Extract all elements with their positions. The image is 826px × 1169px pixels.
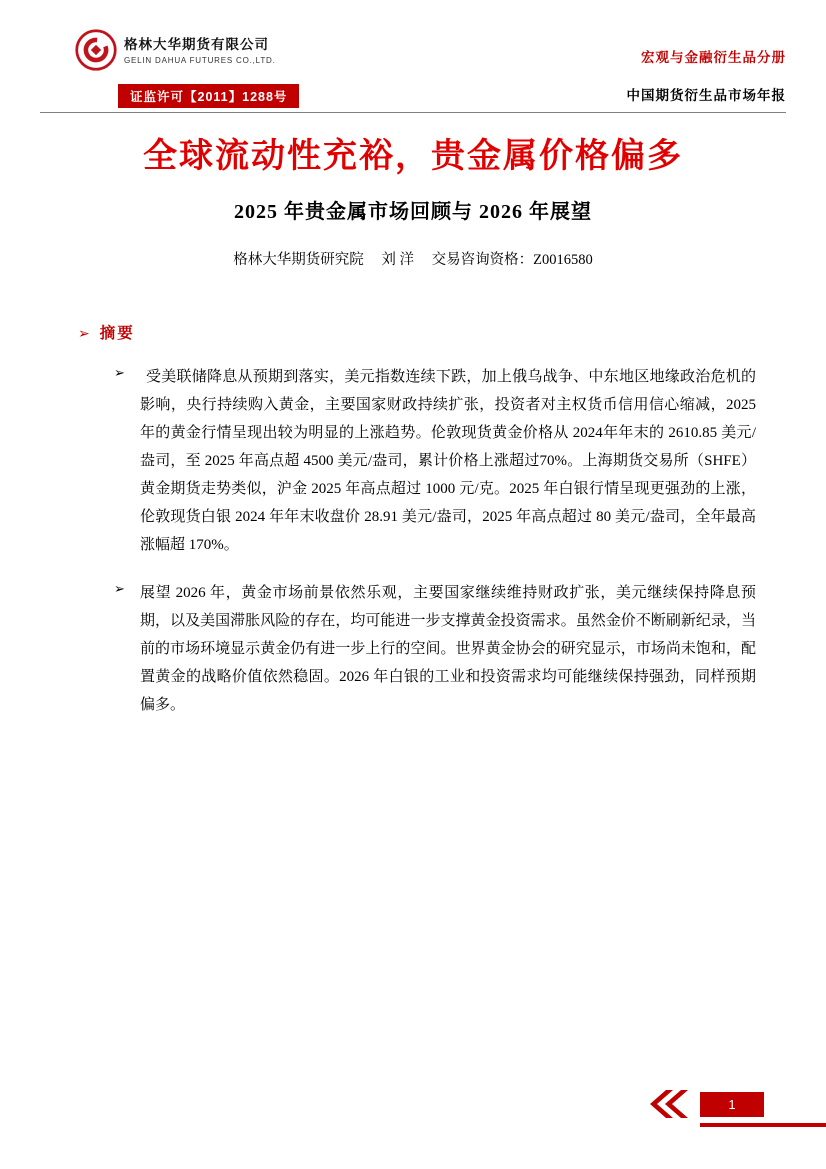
summary-heading bbox=[78, 321, 756, 343]
summary-bullet bbox=[78, 579, 756, 719]
bullet-arrow-icon: ➢ bbox=[114, 582, 125, 597]
footer-rule bbox=[700, 1123, 826, 1127]
page-number-badge bbox=[700, 1092, 764, 1117]
page-header bbox=[0, 0, 826, 122]
byline bbox=[0, 248, 826, 269]
page-footer bbox=[0, 1089, 826, 1169]
double-chevron-left-icon bbox=[644, 1089, 688, 1119]
series-label: 宏观与金融衍生品分册 bbox=[641, 50, 786, 65]
header-right bbox=[627, 46, 787, 104]
summary-arrow-icon: ➢ bbox=[78, 326, 90, 342]
bullet-arrow-icon: ➢ bbox=[114, 366, 125, 381]
page-content bbox=[0, 120, 826, 719]
summary-section bbox=[0, 321, 826, 719]
company-logo-block bbox=[74, 28, 276, 72]
company-name-en: GELIN DAHUA FUTURES CO.,LTD. bbox=[124, 56, 276, 65]
annual-report-label: 中国期货衍生品市场年报 bbox=[626, 88, 786, 103]
company-name-cn: 格林大华期货有限公司 bbox=[124, 37, 269, 52]
byline-qualification: 交易咨询资格：Z0016580 bbox=[431, 252, 593, 268]
company-logo-icon bbox=[74, 28, 118, 72]
byline-institute: 格林大华期货研究院 bbox=[233, 252, 364, 268]
bullet-text: 受美联储降息从预期到落实，美元指数连续下跌，加上俄乌战争、中东地区地缘政治危机的影响，央行持续购入黄金，主要国家财政持续扩张，投资者对主权货币信用信心缩减，2025 年的黄金行情呈现出较为明显的上涨趋势。伦敦现货黄金价格从 2024年年末的 2610.85 美元/盎司，至 2025 年高点超 4500 美元/盎司，累计价格上涨超过70%。上海期货交易所（SHFE）黄金期货走势类似，沪金 2025 年高点超过 1000 元/克。2025 年白银行情呈现更强劲的上涨，伦敦现货白银 2024 年年末收盘价 28.91 美元/盎司，2025 年高点超过 80 美元/盎司，全年最高涨幅超 170%。 bbox=[140, 369, 756, 553]
summary-heading-label: 摘要 bbox=[99, 325, 135, 342]
main-title: 全球流动性充裕，贵金属价格偏多 bbox=[143, 137, 683, 175]
company-names bbox=[124, 28, 276, 65]
summary-bullet bbox=[78, 363, 756, 559]
report-subtitle: 2025 年贵金属市场回顾与 2026 年展望 bbox=[234, 201, 592, 223]
byline-author: 刘 洋 bbox=[381, 252, 414, 268]
page-number: 1 bbox=[728, 1097, 736, 1112]
license-badge: 证监许可【2011】1288号 bbox=[118, 84, 299, 108]
bullet-text: 展望 2026 年，黄金市场前景依然乐观，主要国家继续维持财政扩张，美元继续保持降息预期，以及美国滞胀风险的存在，均可能进一步支撑黄金投资需求。虽然金价不断刷新纪录，当前的市场环境显示黄金仍有进一步上行的空间。世界黄金协会的研究显示，市场尚未饱和，配置黄金的战略价值依然稳固。2026 年白银的工业和投资需求均可能继续保持强劲，同样预期偏多。 bbox=[140, 585, 756, 713]
header-divider bbox=[40, 112, 786, 113]
